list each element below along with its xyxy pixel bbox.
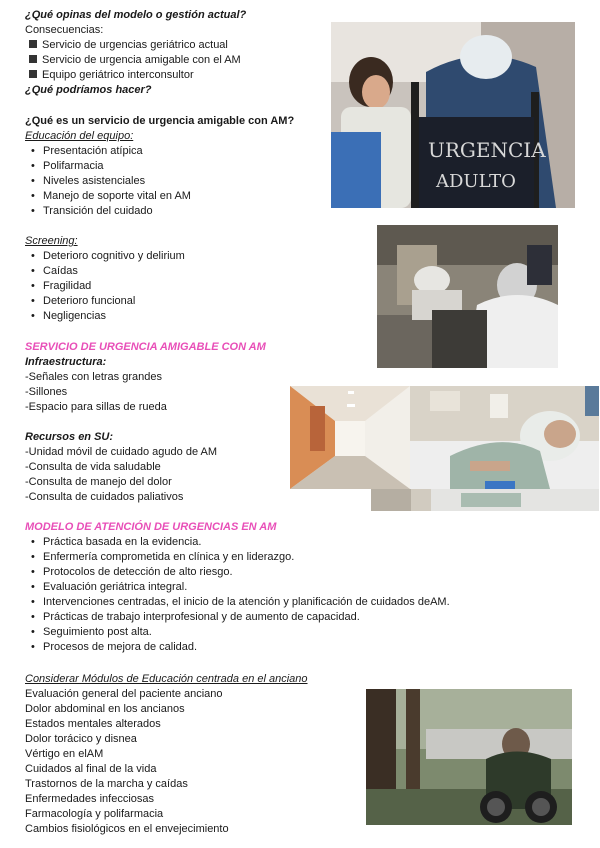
resources-item: -Consulta de vida saludable xyxy=(25,461,161,473)
module-item: Dolor abdominal en los ancianos xyxy=(25,703,185,715)
square-bullet-icon xyxy=(29,70,37,78)
infrastructure-item: -Señales con letras grandes xyxy=(25,371,162,383)
urgencia-sign-text: URGENCIA xyxy=(428,138,546,162)
consequence-item: Servicio de urgencia amigable con el AM xyxy=(29,53,241,68)
infrastructure-label: Infraestructura: xyxy=(25,356,107,368)
outdoor-wheelchair-photo xyxy=(366,689,572,825)
module-item: Cuidados al final de la vida xyxy=(25,763,157,775)
education-item: • Presentación atípica xyxy=(31,144,143,159)
model-item: • Evaluación geriátrica integral. xyxy=(31,580,187,595)
question-current-model: ¿Qué opinas del modelo o gestión actual? xyxy=(25,9,247,21)
adulto-sign-text: ADULTO xyxy=(436,171,516,192)
module-item: Estados mentales alterados xyxy=(25,718,161,730)
education-item: • Niveles asistenciales xyxy=(31,174,145,189)
model-item: • Enfermería comprometida en clínica y en liderazgo. xyxy=(31,550,294,565)
bed-patient-photo xyxy=(410,386,599,489)
module-item: Enfermedades infecciosas xyxy=(25,793,155,805)
service-heading: SERVICIO DE URGENCIA AMIGABLE CON AM xyxy=(25,341,266,353)
screening-label: Screening: xyxy=(25,235,78,247)
model-item: • Práctica basada en la evidencia. xyxy=(31,535,201,550)
screening-item: • Deterioro funcional xyxy=(31,294,135,309)
model-item: • Procesos de mejora de calidad. xyxy=(31,640,197,655)
module-item: Dolor torácico y disnea xyxy=(25,733,137,745)
screening-item: • Fragilidad xyxy=(31,279,91,294)
resources-label: Recursos en SU: xyxy=(25,431,114,443)
model-item: • Seguimiento post alta. xyxy=(31,625,152,640)
wheelchair-urgency-photo xyxy=(331,22,575,208)
education-item: • Manejo de soporte vital en AM xyxy=(31,189,191,204)
screening-item: • Caídas xyxy=(31,264,78,279)
module-item: Evaluación general del paciente anciano xyxy=(25,688,223,700)
education-item: • Polifarmacia xyxy=(31,159,104,174)
model-item: • Protocolos de detección de alto riesgo. xyxy=(31,565,233,580)
education-item: • Transición del cuidado xyxy=(31,204,153,219)
consequence-item: Servicio de urgencias geriátrico actual xyxy=(29,38,228,53)
hospital-corridor-photo xyxy=(290,386,410,489)
screening-item: • Deterioro cognitivo y delirium xyxy=(31,249,185,264)
consequences-label: Consecuencias: xyxy=(25,24,104,36)
square-bullet-icon xyxy=(29,55,37,63)
question-what-to-do: ¿Qué podríamos hacer? xyxy=(25,84,152,96)
module-item: Cambios fisiológicos en el envejecimiento xyxy=(25,823,229,835)
module-item: Vértigo en elAM xyxy=(25,748,104,760)
module-item: Trastornos de la marcha y caídas xyxy=(25,778,188,790)
infrastructure-item: -Espacio para sillas de rueda xyxy=(25,401,167,413)
module-item: Farmacología y polifarmacia xyxy=(25,808,164,820)
bed-patient-photo-strip xyxy=(371,489,599,511)
screening-item: • Negligencias xyxy=(31,309,106,324)
resources-item: -Consulta de manejo del dolor xyxy=(25,476,172,488)
consequence-item: Equipo geriátrico interconsultor xyxy=(29,68,194,83)
model-heading: MODELO DE ATENCIÓN DE URGENCIAS EN AM xyxy=(25,521,277,533)
model-item: • Prácticas de trabajo interprofesional y de aumento de capacidad. xyxy=(31,610,360,625)
resources-item: -Unidad móvil de cuidado agudo de AM xyxy=(25,446,218,458)
question-friendly-service: ¿Qué es un servicio de urgencia amigable con AM? xyxy=(25,115,295,127)
model-item: • Intervenciones centradas, el inicio de la atención y planificación de cuidados deAM. xyxy=(31,595,450,610)
modules-heading: Considerar Módulos de Educación centrada en el anciano xyxy=(25,673,308,685)
infrastructure-item: -Sillones xyxy=(25,386,68,398)
resources-item: -Consulta de cuidados paliativos xyxy=(25,491,184,503)
square-bullet-icon xyxy=(29,40,37,48)
hallway-patients-photo xyxy=(377,225,558,368)
education-label: Educación del equipo: xyxy=(25,130,134,142)
